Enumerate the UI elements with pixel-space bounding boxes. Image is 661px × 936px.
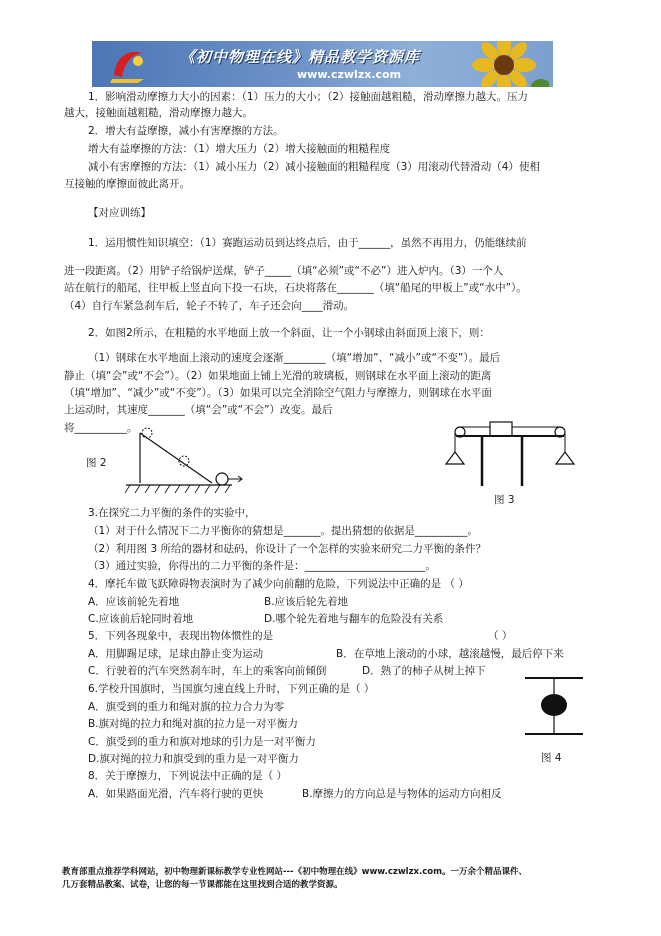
q4-option-d: D.哪个轮先着地与翻车的危险没有关系 [264,613,444,625]
q1-line-4: （4）自行车紧急刹车后，轮子不转了，车子还会向____滑动。 [64,300,355,312]
q8-stem: 8．关于摩擦力，下列说法中正确的是（ ） [88,770,288,782]
q4-stem: 4．摩托车做飞跃障碍物表演时为了减少向前翻的危险，下列说法中正确的是 （ ） [88,578,469,590]
q3-line-1: 3.在探究二力平衡的条件的实验中， [88,507,256,519]
q3-line-4: （3）通过实验，你得出的二力平衡的条件是：_______________________。 [88,560,436,572]
footer-line-1: 教育部重点推荐学科网站，初中物理新课标教学专业性网站---《初中物理在线》www.czwlzx.com。一万余个精品课件、 [62,867,527,877]
figure-2-label: 图 2 [86,457,107,469]
q3-line-3: （2）利用图 3 所给的器材和砝码，你设计了一个怎样的实验来研究二力平衡的条件？ [88,543,487,555]
q6-stem: 6.学校升国旗时，当国旗匀速直线上升时，下列正确的是（ ） [88,683,375,695]
figure-4-flag [521,674,587,740]
q2-line-3: 静止（填“会”或“不会”）。（2）如果地面上铺上光滑的玻璃板，则钢球在水平面上滚动的距离 [64,370,492,382]
footer [62,866,602,892]
q6-option-d: D.旗对绳的拉力和旗受到的重力是一对平衡力 [88,753,299,765]
q5-stem: 5．下列各现象中，表现出物体惯性的是 [88,630,274,642]
section-title: 【对应训练】 [88,207,151,219]
q5-option-b: B．在草地上滚动的小球，越滚越慢，最后停下来 [336,648,564,660]
q2-line-1: 2．如图2所示，在粗糙的水平地面上放一个斜面，让一个小钢球由斜面顶上滚下，则： [88,327,490,339]
summary-line-1: 1．影响滑动摩擦力大小的因素：（1）压力的大小；（2）接触面越粗糙，滑动摩擦力越大。压力 [88,91,529,103]
q5-option-a: A．用脚踢足球，足球由静止变为运动 [88,648,264,660]
summary-line-5: 减小有害摩擦的方法：（1）减小压力（2）减小接触面的粗糙程度（3）用滚动代替滑动（4）使相 [88,161,540,173]
q4-option-b: B.应该后轮先着地 [264,596,349,608]
q2-line-5: 上运动时，其速度_______（填“会”或“不会”）改变。最后 [64,404,333,416]
site-logo-icon [108,45,148,83]
figure-3-pulley-table [442,418,576,492]
figure-2-incline [120,425,250,497]
summary-line-3: 2．增大有益摩擦，减小有害摩擦的方法。 [88,125,284,137]
q1-line-1: 1．运用惯性知识填空：（1）赛跑运动员到达终点后，由于______，虽然不再用力，仍能继续前 [88,237,527,249]
q4-option-c: C.应该前后轮同时着地 [88,613,194,625]
footer-line-2: 几万套精品教案、试卷，让您的每一节课都能在这里找到合适的教学资源。 [62,880,343,890]
q5-option-c: C．行驶着的汽车突然刹车时，车上的乘客向前倾倒 [88,665,327,677]
q1-line-2: 进一段距离。（2）用铲子给锅炉送煤，铲子_____（填“必须”或“不必”）进入炉内。（3）一个人 [64,265,504,277]
summary-line-4: 增大有益摩擦的方法：（1）增大压力（2）增大接触面的粗糙程度 [88,143,391,155]
q2-line-6: 将__________。 [64,422,138,434]
figure-3-label: 图 3 [494,494,515,506]
q5-answer-paren: （ ） [488,630,513,642]
sunflower-icon [459,41,549,87]
header-banner [92,41,553,87]
q6-option-c: C．旗受到的重力和旗对地球的引力是一对平衡力 [88,736,316,748]
figure-4-label: 图 4 [541,752,562,764]
summary-line-6: 互接触的摩擦面彼此离开。 [64,178,190,190]
q3-line-2: （1）对于什么情况下二力平衡你的猜想是_______。提出猜想的依据是__________。 [88,525,478,537]
q4-option-a: A．应该前轮先着地 [88,596,180,608]
summary-line-2: 越大，接触面越粗糙，滑动摩擦力越大。 [64,107,253,119]
banner-title: 《初中物理在线》精品教学资源库 [180,48,421,66]
q2-line-4: （填“增加”、“减少”或“不变”）。（3）如果可以完全消除空气阻力与摩擦力，则钢球在水平面 [64,387,492,399]
q1-line-3: 站在航行的船尾，往甲板上竖直向下投一石块，石块将落在_______（填“船尾的甲板上”或“水中”）。 [64,282,527,294]
q8-option-b: B.摩擦力的方向总是与物体的运动方向相反 [302,788,502,800]
q5-option-d: D．熟了的柿子从树上掉下 [362,665,486,677]
q2-line-2: （1）钢球在水平地面上滚动的速度会逐渐________（填“增加”、“减小”或“不变”）。最后 [88,352,501,364]
q6-option-a: A．旗受到的重力和绳对旗的拉力合力为零 [88,701,285,713]
banner-url[interactable]: www.czwlzx.com [297,68,402,81]
q8-option-a: A．如果路面光滑，汽车将行驶的更快 [88,788,264,800]
q6-option-b: B.旗对绳的拉力和绳对旗的拉力是一对平衡力 [88,718,299,730]
